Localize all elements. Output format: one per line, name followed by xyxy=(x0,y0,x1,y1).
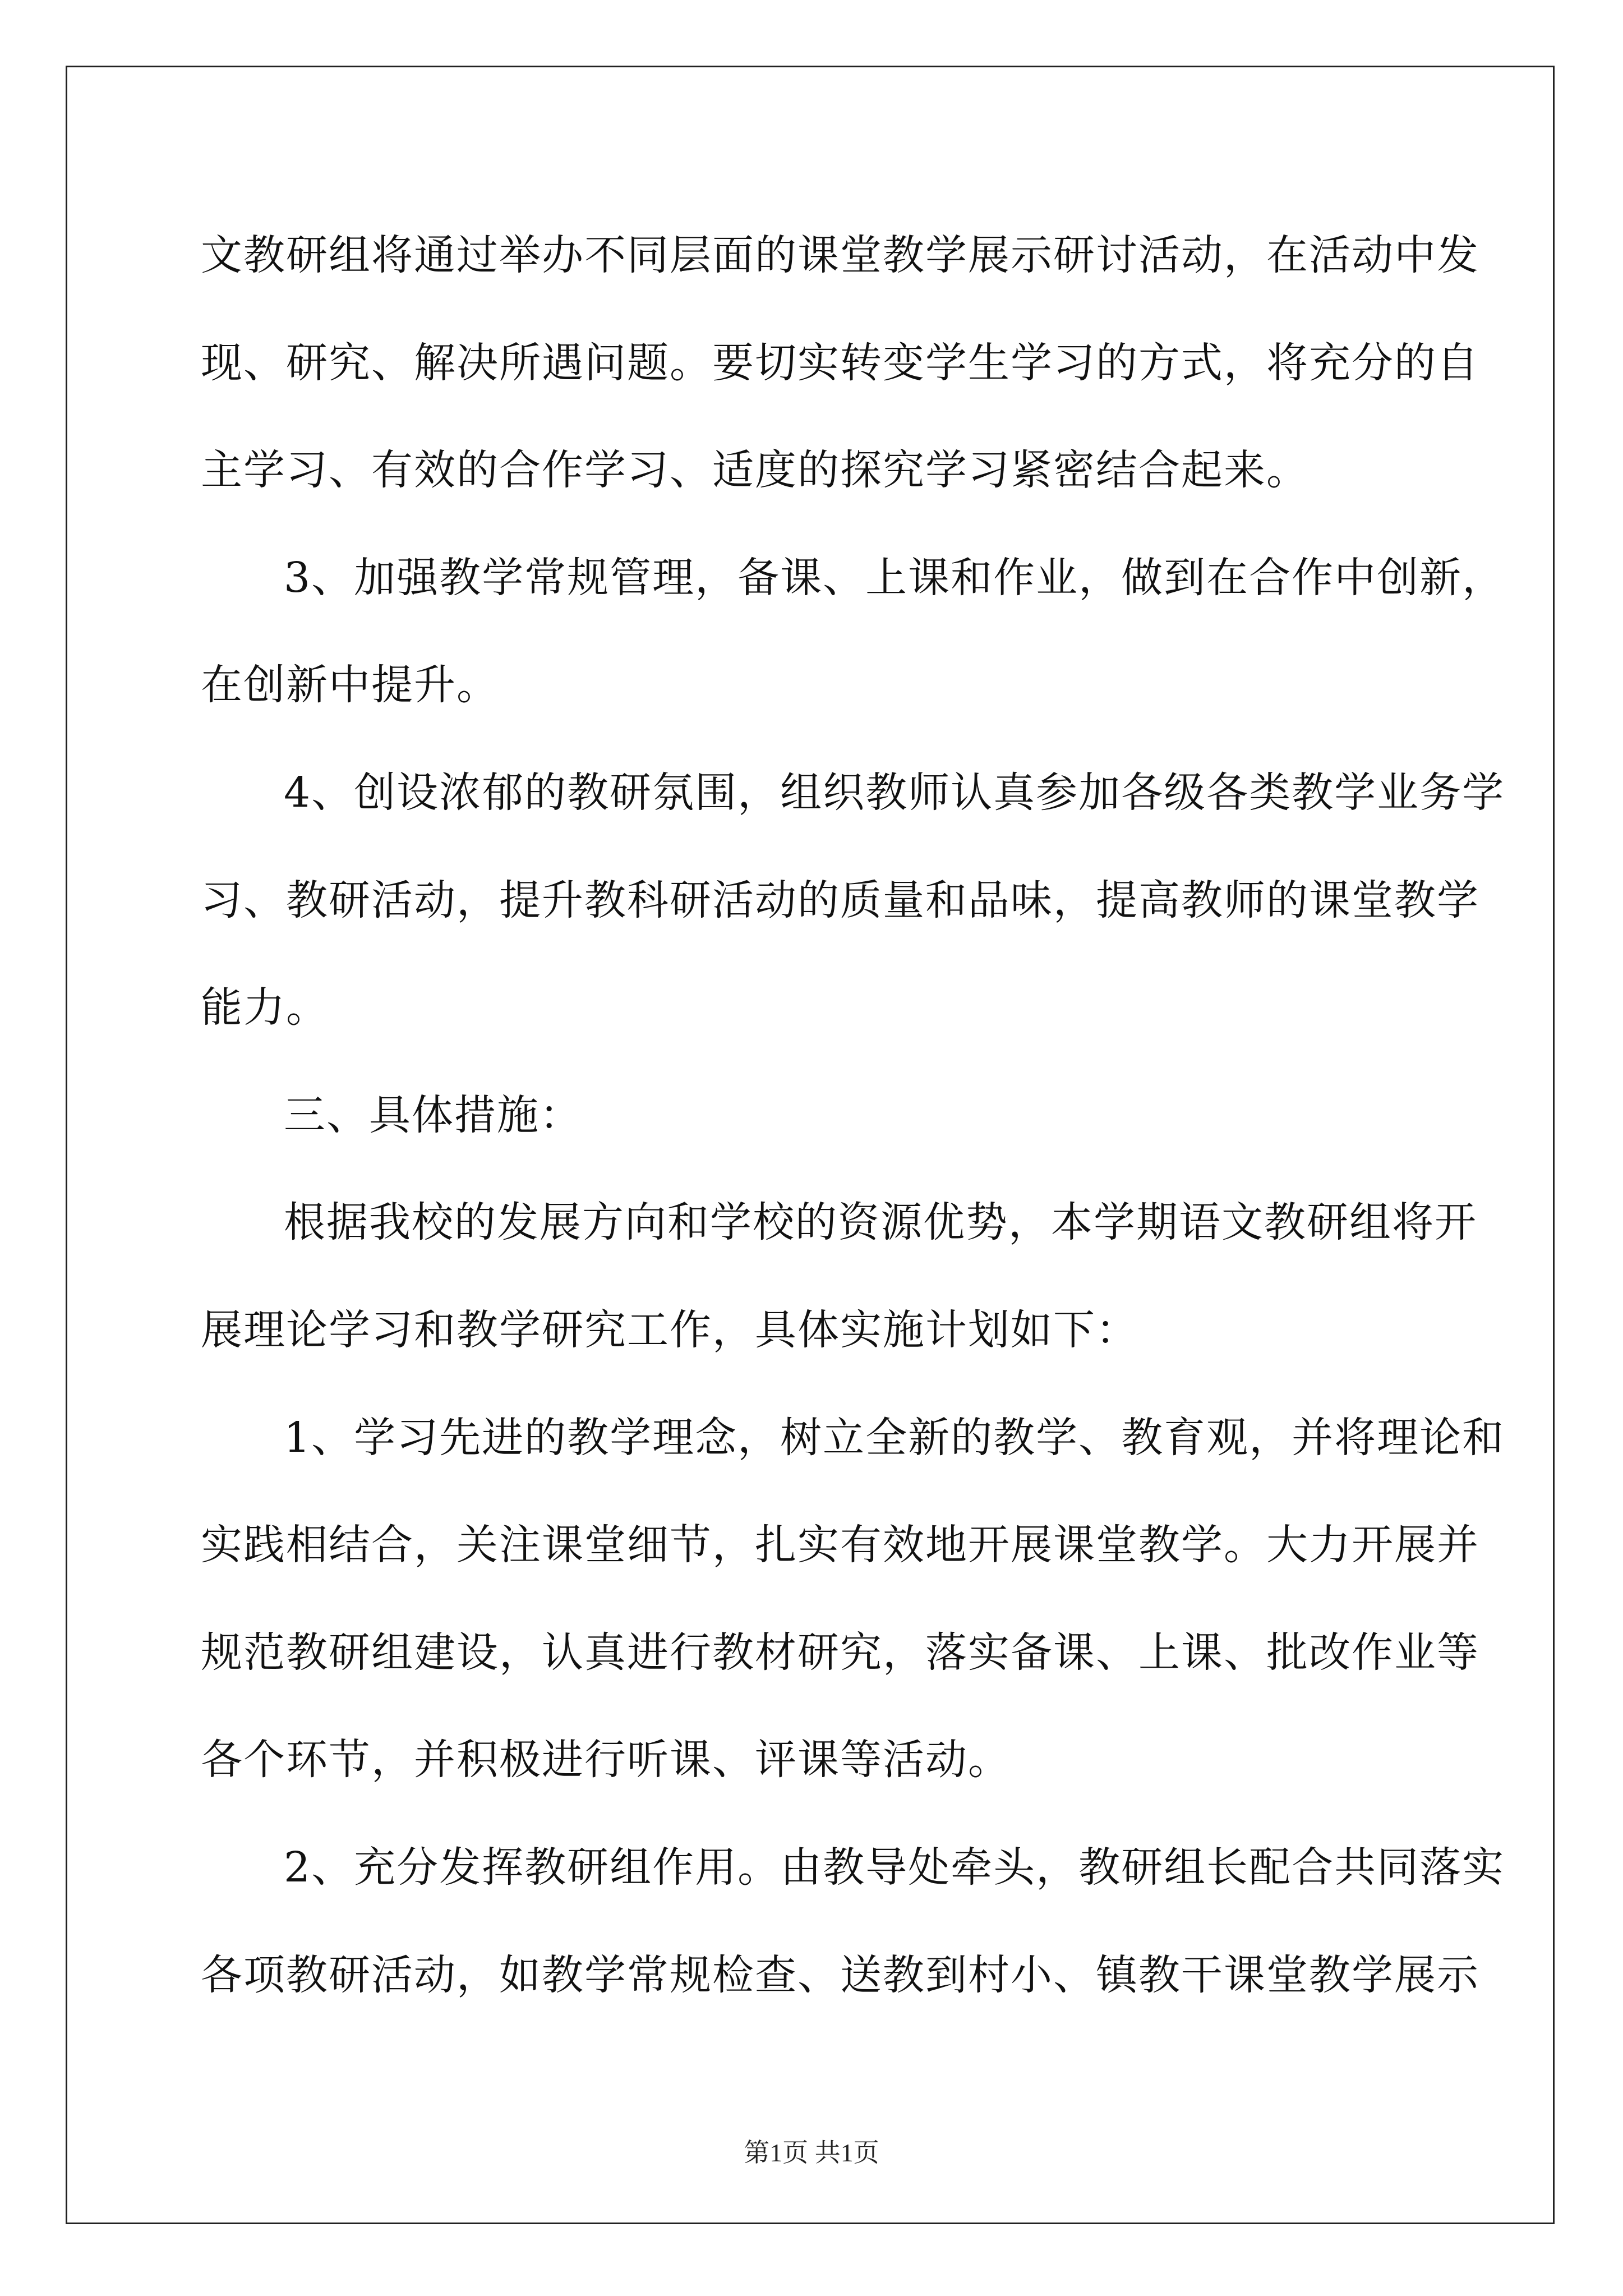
text-line: 实践相结合，关注课堂细节，扎实有效地开展课堂教学。大力开展并 xyxy=(201,1521,1479,1569)
text-line: 现、研究、解决所遇问题。要切实转变学生学习的方式，将充分的自 xyxy=(201,339,1479,387)
text-line: 各项教研活动，如教学常规检查、送教到村小、镇教干课堂教学展示 xyxy=(201,1951,1479,1999)
text-line: 1、学习先进的教学理念，树立全新的教学、教育观，并将理论和 xyxy=(284,1414,1505,1462)
text-line: 各个环节，并积极进行听课、评课等活动。 xyxy=(201,1736,1011,1784)
text-line: 展理论学习和教学研究工作，具体实施计划如下： xyxy=(201,1306,1138,1354)
text-line: 规范教研组建设，认真进行教材研究，落实备课、上课、批改作业等 xyxy=(201,1628,1479,1677)
section-heading: 三、具体措施： xyxy=(284,1091,582,1139)
text-line: 根据我校的发展方向和学校的资源优势，本学期语文教研组将开 xyxy=(284,1198,1477,1246)
text-line: 3、加强教学常规管理，备课、上课和作业，做到在合作中创新， xyxy=(284,554,1505,602)
text-line: 主学习、有效的合作学习、适度的探究学习紧密结合起来。 xyxy=(201,446,1309,494)
text-line: 在创新中提升。 xyxy=(201,661,499,709)
text-line: 4、创设浓郁的教研氛围，组织教师认真参加各级各类教学业务学 xyxy=(284,769,1505,817)
page-footer: 第1页 共1页 xyxy=(744,2138,879,2167)
text-line: 能力。 xyxy=(201,983,329,1032)
text-line: 文教研组将通过举办不同层面的课堂教学展示研讨活动，在活动中发 xyxy=(201,231,1479,279)
text-line: 2、充分发挥教研组作用。由教导处牵头，教研组长配合共同落实 xyxy=(284,1843,1505,1892)
text-line: 习、教研活动，提升教科研活动的质量和品味，提高教师的课堂教学 xyxy=(201,876,1479,924)
